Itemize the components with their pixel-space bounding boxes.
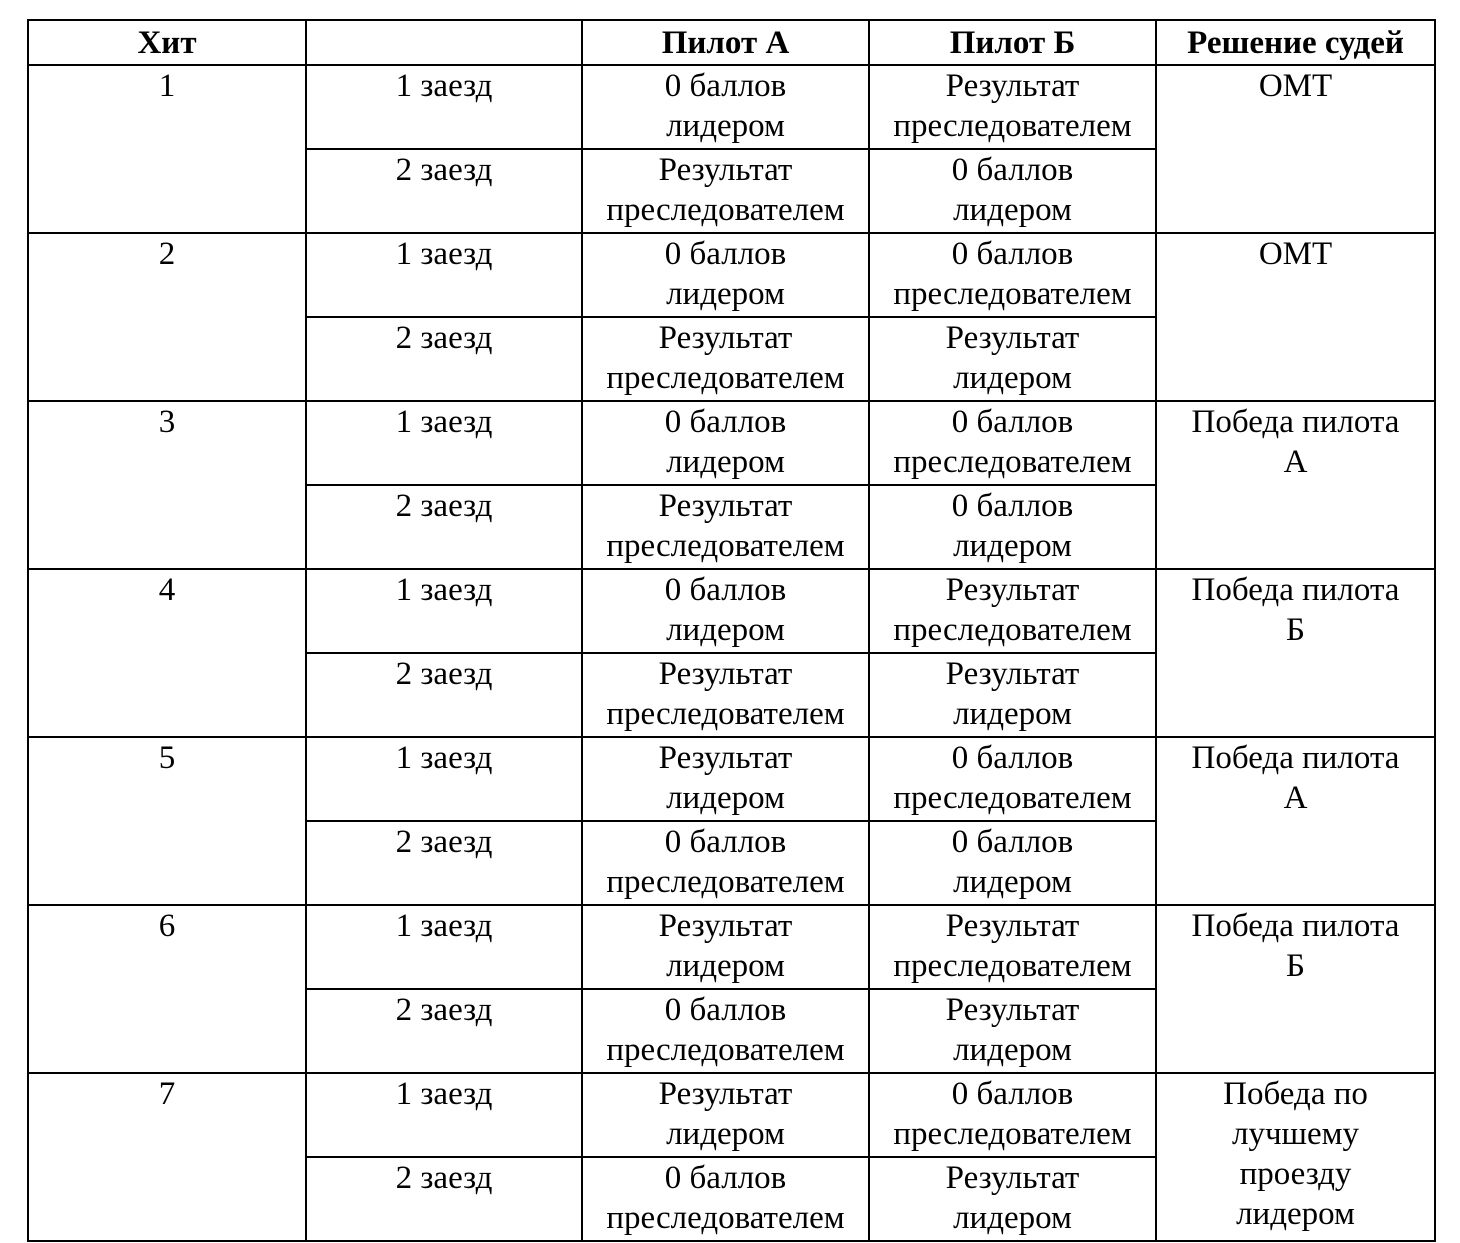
hit-number-cell: 5 [28,737,306,905]
cell-line: лидером [666,276,785,312]
table-row [28,233,1435,317]
header-hit: Хит [28,20,306,65]
run-cell: 2 заезд [306,821,582,905]
pilot-b-cell [869,653,1156,737]
run-cell: 2 заезд [306,989,582,1073]
cell-line: Результат [658,656,793,692]
pilot-b-cell [869,821,1156,905]
cell-line: 0 баллов [951,236,1074,272]
cell-line: Результат [658,1076,793,1112]
cell-line: преследователем [893,108,1132,144]
pilot-a-cell [582,1157,869,1241]
cell-line: 0 баллов [664,1160,787,1196]
pilot-a-cell [582,989,869,1073]
cell-line: Результат [945,572,1080,608]
decision-cell [1156,737,1435,905]
run-cell: 1 заезд [306,1073,582,1157]
table-row [28,737,1435,821]
header-pilot-a: Пилот А [582,20,869,65]
cell-line: А [1283,780,1308,816]
cell-line: 0 баллов [664,992,787,1028]
cell-line: лидером [666,780,785,816]
cell-line: преследователем [606,192,845,228]
table-row [28,65,1435,149]
run-cell: 1 заезд [306,233,582,317]
cell-line: Результат [658,488,793,524]
cell-line: Результат [658,320,793,356]
cell-line: преследователем [893,612,1132,648]
run-cell: 1 заезд [306,401,582,485]
cell-line: лидером [1236,1196,1355,1232]
cell-line: преследователем [893,276,1132,312]
cell-line: лидером [666,1116,785,1152]
table-row [28,905,1435,989]
cell-line: 0 баллов [951,1076,1074,1112]
run-cell: 2 заезд [306,1157,582,1241]
cell-line: Результат [945,68,1080,104]
cell-line: преследователем [606,864,845,900]
cell-line: Б [1286,612,1305,648]
header-decision: Решение судей [1156,20,1435,65]
cell-line: Результат [945,320,1080,356]
hit-number-cell: 1 [28,65,306,233]
cell-line: преследователем [606,1032,845,1068]
cell-line: 0 баллов [951,488,1074,524]
table-row [28,1073,1435,1157]
cell-line: Победа пилота [1191,404,1400,440]
cell-line: преследователем [893,444,1132,480]
pilot-a-cell [582,485,869,569]
cell-line: Результат [945,656,1080,692]
pilot-a-cell [582,401,869,485]
run-cell: 2 заезд [306,653,582,737]
cell-line: Победа пилота [1191,740,1400,776]
run-cell: 2 заезд [306,149,582,233]
cell-line: преследователем [893,948,1132,984]
pilot-b-cell [869,569,1156,653]
run-cell: 1 заезд [306,737,582,821]
cell-line: 0 баллов [951,152,1074,188]
pilot-a-cell [582,569,869,653]
table-row [28,401,1435,485]
decision-cell [1156,401,1435,569]
cell-line: Б [1286,948,1305,984]
decision-cell [1156,233,1435,401]
pilot-a-cell [582,737,869,821]
cell-line: лидером [666,612,785,648]
cell-line: лидером [953,696,1072,732]
pilot-b-cell [869,1073,1156,1157]
cell-line: лидером [666,444,785,480]
cell-line: лидером [953,528,1072,564]
decision-cell [1156,569,1435,737]
header-run [306,20,582,65]
results-table [27,19,1436,1242]
cell-line: 0 баллов [664,824,787,860]
pilot-a-cell [582,317,869,401]
cell-line: 0 баллов [951,824,1074,860]
table-body [28,65,1435,1241]
pilot-b-cell [869,989,1156,1073]
cell-line: 0 баллов [664,572,787,608]
cell-line: лидером [953,864,1072,900]
hit-number-cell: 4 [28,569,306,737]
cell-line: 0 баллов [951,404,1074,440]
header-row [28,20,1435,65]
pilot-a-cell [582,233,869,317]
pilot-b-cell [869,485,1156,569]
cell-line: лидером [953,192,1072,228]
pilot-a-cell [582,1073,869,1157]
pilot-a-cell [582,149,869,233]
cell-line: 0 баллов [664,236,787,272]
cell-line: 0 баллов [664,68,787,104]
cell-line: лучшему [1231,1116,1359,1152]
pilot-b-cell [869,149,1156,233]
decision-cell [1156,1073,1435,1241]
cell-line: преследователем [606,1200,845,1236]
cell-line: лидером [953,360,1072,396]
pilot-a-cell [582,65,869,149]
hit-number-cell: 2 [28,233,306,401]
decision-cell [1156,65,1435,233]
cell-line: ОМТ [1258,236,1333,272]
cell-line: Результат [945,1160,1080,1196]
pilot-b-cell [869,317,1156,401]
cell-line: 0 баллов [951,740,1074,776]
cell-line: Результат [658,908,793,944]
pilot-a-cell [582,821,869,905]
pilot-a-cell [582,905,869,989]
pilot-b-cell [869,737,1156,821]
cell-line: Победа пилота [1191,908,1400,944]
hit-number-cell: 7 [28,1073,306,1241]
cell-line: А [1283,444,1308,480]
pilot-b-cell [869,233,1156,317]
run-cell: 1 заезд [306,569,582,653]
run-cell: 2 заезд [306,485,582,569]
pilot-b-cell [869,65,1156,149]
cell-line: лидером [666,108,785,144]
hit-number-cell: 3 [28,401,306,569]
cell-line: Победа пилота [1191,572,1400,608]
cell-line: лидером [953,1200,1072,1236]
pilot-b-cell [869,905,1156,989]
cell-line: Результат [658,740,793,776]
decision-cell [1156,905,1435,1073]
cell-line: Результат [945,908,1080,944]
run-cell: 1 заезд [306,905,582,989]
cell-line: преследователем [893,1116,1132,1152]
run-cell: 2 заезд [306,317,582,401]
cell-line: лидером [953,1032,1072,1068]
pilot-b-cell [869,401,1156,485]
cell-line: преследователем [606,528,845,564]
hit-number-cell: 6 [28,905,306,1073]
cell-line: 0 баллов [664,404,787,440]
cell-line: Победа по [1223,1076,1368,1112]
cell-line: Результат [658,152,793,188]
header-pilot-b: Пилот Б [869,20,1156,65]
pilot-b-cell [869,1157,1156,1241]
cell-line: лидером [666,948,785,984]
pilot-a-cell [582,653,869,737]
table-row [28,569,1435,653]
cell-line: ОМТ [1258,68,1333,104]
cell-line: преследователем [893,780,1132,816]
cell-line: проезду [1239,1156,1352,1192]
cell-line: преследователем [606,696,845,732]
run-cell: 1 заезд [306,65,582,149]
cell-line: Результат [945,992,1080,1028]
cell-line: преследователем [606,360,845,396]
